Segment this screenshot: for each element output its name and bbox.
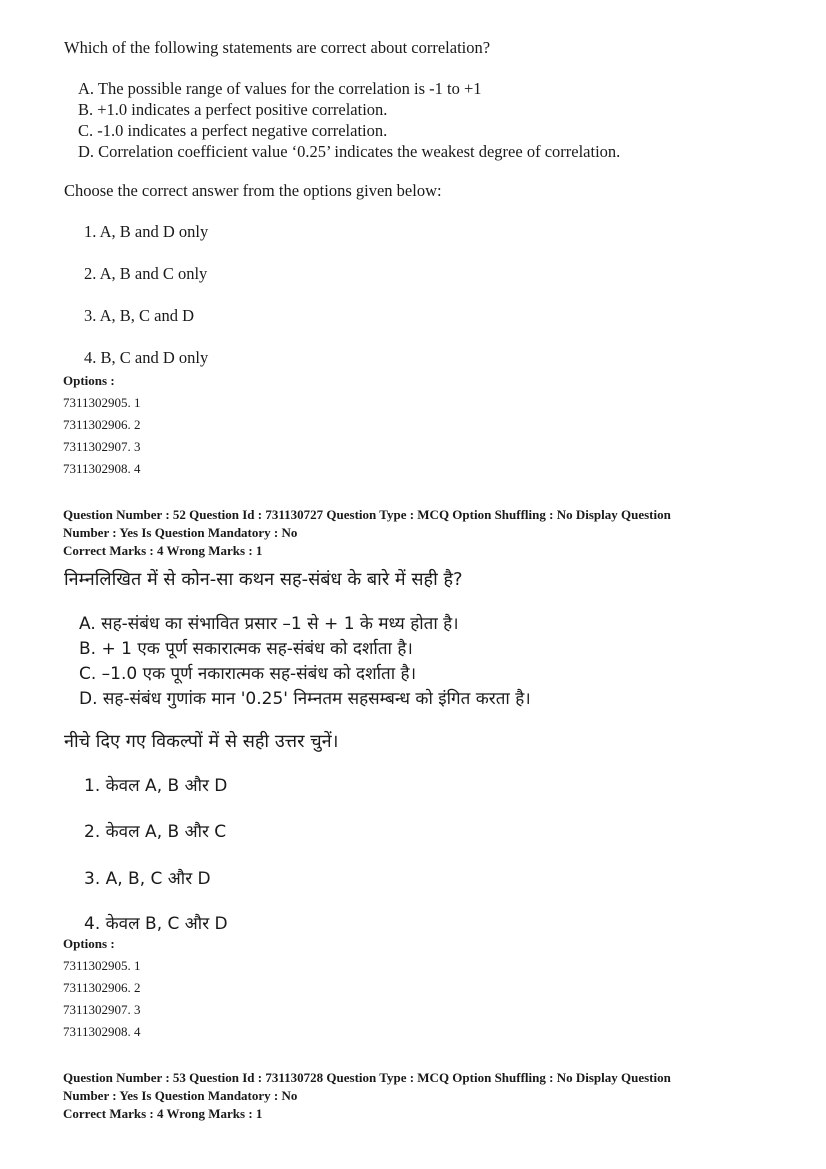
answer-option-4: 4. B, C and D only: [84, 348, 209, 367]
statement-d-hindi: D. सह-संबंध गुणांक मान '0.25' निम्नतम सहसम्बन्ध को इंगित करता है।: [79, 689, 531, 709]
choose-instruction-hindi: नीचे दिए गए विकल्पों में से सही उत्तर चुनें।: [64, 731, 339, 752]
option-id: 7311302907. 3: [63, 1002, 141, 1017]
option-id: 7311302908. 4: [63, 1024, 141, 1039]
statement-a-hindi: A. सह-संबंध का संभावित प्रसार –1 से + 1 के मध्य होता है।: [79, 614, 459, 634]
question-meta: Number : Yes Is Question Mandatory : No: [63, 1088, 298, 1103]
answer-option-2: 2. A, B and C only: [84, 264, 208, 283]
option-id: 7311302907. 3: [63, 439, 141, 454]
statement-d: D. Correlation coefficient value ‘0.25’ indicates the weakest degree of correlation.: [78, 142, 621, 161]
statement-c-hindi: C. –1.0 एक पूर्ण नकारात्मक सह-संबंध को दर्शाता है।: [79, 664, 417, 684]
answer-option-4-hindi: 4. केवल B, C और D: [84, 914, 228, 934]
answer-option-1: 1. A, B and D only: [84, 222, 209, 241]
question-stem: Which of the following statements are correct about correlation?: [64, 38, 491, 57]
question-meta: Number : Yes Is Question Mandatory : No: [63, 525, 298, 540]
question-marks: Correct Marks : 4 Wrong Marks : 1: [63, 1106, 263, 1121]
question-meta: Question Number : 52 Question Id : 731130727 Question Type : MCQ Option Shuffling : No Display Question: [63, 507, 671, 522]
option-id: 7311302906. 2: [63, 417, 141, 432]
option-id: 7311302905. 1: [63, 395, 141, 410]
question-marks: Correct Marks : 4 Wrong Marks : 1: [63, 543, 263, 558]
options-label: Options :: [63, 373, 115, 388]
statement-b-hindi: B. + 1 एक पूर्ण सकारात्मक सह-संबंध को दर्शाता है।: [79, 639, 413, 659]
answer-option-3-hindi: 3. A, B, C और D: [84, 869, 211, 889]
statement-a: A. The possible range of values for the correlation is -1 to +1: [78, 79, 482, 98]
option-id: 7311302905. 1: [63, 958, 141, 973]
option-id: 7311302906. 2: [63, 980, 141, 995]
options-label: Options :: [63, 936, 115, 951]
answer-option-2-hindi: 2. केवल A, B और C: [84, 822, 227, 842]
answer-option-1-hindi: 1. केवल A, B और D: [84, 776, 228, 796]
statement-b: B. +1.0 indicates a perfect positive correlation.: [78, 100, 388, 119]
question-meta: Question Number : 53 Question Id : 731130728 Question Type : MCQ Option Shuffling : No Display Question: [63, 1070, 671, 1085]
statement-c: C. -1.0 indicates a perfect negative correlation.: [78, 121, 388, 140]
option-id: 7311302908. 4: [63, 461, 141, 476]
question-stem-hindi: निम्नलिखित में से कोन-सा कथन सह-संबंध के बारे में सही है?: [64, 569, 463, 590]
answer-option-3: 3. A, B, C and D: [84, 306, 195, 325]
choose-instruction: Choose the correct answer from the options given below:: [64, 181, 442, 200]
